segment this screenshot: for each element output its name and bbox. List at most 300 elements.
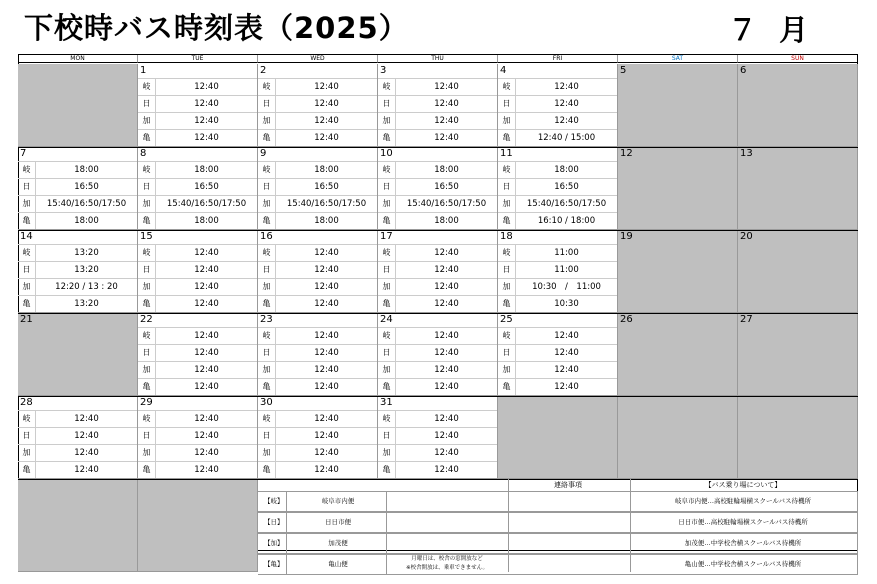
route-tag: 岐	[378, 79, 396, 95]
departure-time: 12:40	[314, 448, 339, 458]
departure-time: 16:50	[434, 182, 459, 192]
route-tag: 岐	[498, 328, 516, 344]
departure-time: 15:40/16:50/17:50	[406, 199, 487, 209]
route-row	[378, 178, 497, 195]
route-row	[138, 161, 257, 178]
day-cell	[738, 230, 858, 313]
route-tag: 日	[498, 262, 516, 278]
departure-time: 18:00	[314, 216, 339, 226]
departure-time: 10:30 / 11:00	[532, 282, 601, 292]
route-tag: 亀	[138, 213, 156, 229]
day-cell	[18, 313, 138, 396]
route-row	[258, 95, 377, 112]
route-tag: 加	[138, 113, 156, 129]
departure-time: 10:30	[554, 299, 579, 309]
footer-route-tag: 【日】	[264, 518, 284, 526]
day-cell	[258, 147, 378, 230]
departure-time: 12:20 / 13 : 20	[55, 282, 118, 292]
route-row	[258, 410, 377, 427]
route-row	[138, 444, 257, 461]
route-tag: 日	[258, 345, 276, 361]
route-tag: 岐	[138, 411, 156, 427]
departure-time: 12:40	[194, 116, 219, 126]
route-tag: 加	[498, 113, 516, 129]
departure-time: 12:40	[314, 414, 339, 424]
route-tag: 日	[498, 179, 516, 195]
departure-time: 16:50	[554, 182, 579, 192]
departure-time: 12:40	[194, 365, 219, 375]
departure-time: 12:40	[434, 133, 459, 143]
route-tag: 亀	[18, 213, 36, 229]
route-tag: 岐	[18, 411, 36, 427]
route-row	[138, 427, 257, 444]
route-row	[378, 327, 497, 344]
route-row	[18, 295, 137, 312]
departure-time: 12:40	[434, 265, 459, 275]
route-row	[258, 129, 377, 146]
route-tag: 亀	[498, 379, 516, 395]
route-row	[258, 278, 377, 295]
day-number: 25	[500, 314, 513, 325]
day-cell	[618, 64, 738, 147]
month-label: ７ 月	[728, 13, 815, 47]
departure-time: 16:10 / 18:00	[537, 216, 596, 226]
footer-route-tag: 【亀】	[264, 560, 284, 568]
day-cell	[18, 147, 138, 230]
route-row	[498, 344, 617, 361]
departure-time: 12:40	[434, 82, 459, 92]
departure-time: 18:00	[314, 165, 339, 175]
day-cell	[498, 64, 618, 147]
route-row	[498, 78, 617, 95]
route-tag: 加	[378, 113, 396, 129]
departure-time: 18:00	[434, 165, 459, 175]
route-row	[498, 112, 617, 129]
route-tag: 岐	[18, 162, 36, 178]
page-title: 下校時バス時刻表（2025）	[24, 11, 409, 45]
route-row	[378, 461, 497, 478]
departure-time: 12:40	[434, 248, 459, 258]
footer-note: ※校舎開放は、乗車できません。	[406, 565, 488, 571]
day-number: 18	[500, 231, 513, 242]
day-number: 1	[140, 65, 147, 76]
route-tag: 亀	[378, 379, 396, 395]
departure-time: 12:40	[554, 99, 579, 109]
route-tag: 日	[18, 262, 36, 278]
day-cell	[618, 147, 738, 230]
day-cell	[378, 396, 498, 479]
route-row	[138, 327, 257, 344]
timetable-grid	[18, 54, 858, 572]
route-row	[498, 129, 617, 146]
departure-time: 16:50	[194, 182, 219, 192]
route-tag: 亀	[378, 130, 396, 146]
departure-time: 12:40	[434, 382, 459, 392]
route-row	[498, 361, 617, 378]
route-tag: 亀	[378, 213, 396, 229]
departure-time: 12:40	[74, 414, 99, 424]
departure-time: 15:40/16:50/17:50	[526, 199, 607, 209]
route-row	[498, 161, 617, 178]
route-row	[498, 212, 617, 229]
route-tag: 加	[378, 279, 396, 295]
route-tag: 加	[18, 196, 36, 212]
day-number: 28	[20, 397, 33, 408]
route-tag: 加	[138, 362, 156, 378]
route-tag: 加	[258, 279, 276, 295]
route-row	[498, 327, 617, 344]
route-tag: 加	[18, 279, 36, 295]
route-row	[258, 327, 377, 344]
departure-time: 12:40	[314, 99, 339, 109]
day-number: 20	[740, 231, 753, 242]
departure-time: 12:40	[554, 348, 579, 358]
route-tag: 亀	[378, 296, 396, 312]
departure-time: 12:40	[194, 465, 219, 475]
route-row	[378, 444, 497, 461]
departure-time: 12:40	[194, 414, 219, 424]
departure-time: 13:20	[74, 299, 99, 309]
route-tag: 岐	[258, 411, 276, 427]
departure-time: 16:50	[314, 182, 339, 192]
route-tag: 加	[258, 445, 276, 461]
route-row	[498, 244, 617, 261]
route-tag: 亀	[498, 130, 516, 146]
week-divider	[18, 230, 858, 231]
route-tag: 亀	[138, 296, 156, 312]
week-divider	[18, 396, 858, 397]
route-row	[498, 278, 617, 295]
day-cell	[258, 230, 378, 313]
route-row	[138, 361, 257, 378]
route-row	[258, 161, 377, 178]
route-tag: 加	[138, 445, 156, 461]
departure-time: 12:40	[314, 331, 339, 341]
route-row	[378, 112, 497, 129]
day-cell	[378, 313, 498, 396]
route-tag: 亀	[258, 296, 276, 312]
day-cell	[738, 313, 858, 396]
day-number: 23	[260, 314, 273, 325]
day-number: 14	[20, 231, 33, 242]
departure-time: 12:40	[194, 431, 219, 441]
route-row	[138, 212, 257, 229]
departure-time: 12:40	[314, 382, 339, 392]
route-tag: 日	[138, 96, 156, 112]
day-number: 5	[620, 65, 627, 76]
route-tag: 加	[138, 196, 156, 212]
route-tag: 加	[378, 445, 396, 461]
departure-time: 12:40	[554, 365, 579, 375]
footer-note: 月曜日は、校舎の窓開放など	[411, 556, 483, 562]
day-cell	[618, 230, 738, 313]
departure-time: 12:40	[194, 133, 219, 143]
departure-time: 12:40	[434, 331, 459, 341]
route-row	[138, 78, 257, 95]
route-tag: 日	[18, 428, 36, 444]
route-row	[378, 244, 497, 261]
day-cell	[618, 313, 738, 396]
day-number: 17	[380, 231, 393, 242]
departure-time: 18:00	[194, 216, 219, 226]
departure-time: 12:40	[74, 431, 99, 441]
route-row	[138, 112, 257, 129]
route-row	[378, 344, 497, 361]
route-tag: 日	[378, 345, 396, 361]
footer-bus-stop: 日日市便…高校駐輪場横スクールバス待機所	[678, 518, 808, 526]
day-number: 30	[260, 397, 273, 408]
day-cell	[258, 64, 378, 147]
day-cell	[498, 147, 618, 230]
departure-time: 12:40	[194, 82, 219, 92]
route-tag: 亀	[258, 462, 276, 478]
route-tag: 亀	[18, 296, 36, 312]
day-number: 11	[500, 148, 513, 159]
day-cell	[618, 396, 738, 479]
route-row	[378, 410, 497, 427]
day-number: 9	[260, 148, 267, 159]
day-number: 2	[260, 65, 267, 76]
route-row	[498, 378, 617, 395]
route-row	[258, 378, 377, 395]
route-tag: 亀	[498, 296, 516, 312]
route-row	[138, 95, 257, 112]
departure-time: 12:40	[554, 82, 579, 92]
route-tag: 岐	[138, 245, 156, 261]
day-cell	[138, 313, 258, 396]
route-tag: 亀	[258, 379, 276, 395]
departure-time: 12:40	[434, 99, 459, 109]
route-row	[498, 178, 617, 195]
route-row	[378, 129, 497, 146]
route-row	[18, 178, 137, 195]
footer-blank	[138, 479, 258, 572]
departure-time: 12:40	[434, 465, 459, 475]
departure-time: 12:40	[194, 282, 219, 292]
route-row	[258, 195, 377, 212]
day-number: 29	[140, 397, 153, 408]
weekday-header-sun: SUN	[738, 54, 858, 63]
route-row	[138, 410, 257, 427]
route-tag: 亀	[258, 130, 276, 146]
route-row	[378, 212, 497, 229]
route-tag: 加	[18, 445, 36, 461]
bus-stop-header: 【バス乗り場について】	[704, 481, 782, 489]
route-row	[378, 78, 497, 95]
route-tag: 岐	[138, 328, 156, 344]
departure-time: 12:40	[194, 348, 219, 358]
day-number: 31	[380, 397, 393, 408]
route-row	[258, 261, 377, 278]
day-number: 19	[620, 231, 633, 242]
departure-time: 12:40	[194, 299, 219, 309]
day-cell	[138, 64, 258, 147]
route-tag: 日	[138, 262, 156, 278]
route-row	[18, 278, 137, 295]
route-tag: 日	[258, 428, 276, 444]
route-row	[18, 427, 137, 444]
day-cell	[378, 64, 498, 147]
route-row	[378, 261, 497, 278]
route-row	[18, 261, 137, 278]
departure-time: 12:40	[434, 414, 459, 424]
departure-time: 18:00	[434, 216, 459, 226]
route-tag: 日	[138, 345, 156, 361]
departure-time: 13:20	[74, 248, 99, 258]
departure-time: 18:00	[74, 165, 99, 175]
day-number: 16	[260, 231, 273, 242]
route-row	[258, 344, 377, 361]
departure-time: 12:40 / 15:00	[537, 133, 596, 143]
route-row	[378, 161, 497, 178]
departure-time: 12:40	[194, 265, 219, 275]
route-row	[258, 78, 377, 95]
route-row	[498, 95, 617, 112]
day-number: 4	[500, 65, 507, 76]
departure-time: 11:00	[554, 265, 579, 275]
route-tag: 亀	[258, 213, 276, 229]
route-tag: 岐	[258, 162, 276, 178]
day-number: 15	[140, 231, 153, 242]
departure-time: 12:40	[194, 382, 219, 392]
route-row	[138, 278, 257, 295]
departure-time: 15:40/16:50/17:50	[286, 199, 367, 209]
route-tag: 岐	[498, 162, 516, 178]
week-divider	[18, 147, 858, 148]
day-cell	[498, 396, 618, 479]
departure-time: 12:40	[434, 448, 459, 458]
day-cell	[378, 230, 498, 313]
departure-time: 12:40	[314, 82, 339, 92]
day-number: 26	[620, 314, 633, 325]
route-tag: 日	[258, 262, 276, 278]
route-row	[378, 95, 497, 112]
route-tag: 加	[258, 362, 276, 378]
departure-time: 12:40	[314, 299, 339, 309]
weekday-header-wed: WED	[258, 54, 378, 63]
route-row	[258, 112, 377, 129]
route-tag: 日	[18, 179, 36, 195]
route-tag: 日	[258, 96, 276, 112]
route-row	[18, 161, 137, 178]
departure-time: 18:00	[74, 216, 99, 226]
route-tag: 亀	[498, 213, 516, 229]
route-tag: 亀	[18, 462, 36, 478]
route-tag: 加	[378, 196, 396, 212]
departure-time: 15:40/16:50/17:50	[46, 199, 127, 209]
route-tag: 岐	[258, 328, 276, 344]
day-number: 10	[380, 148, 393, 159]
route-tag: 日	[378, 262, 396, 278]
route-tag: 岐	[18, 245, 36, 261]
day-cell	[738, 396, 858, 479]
weekday-header-tue: TUE	[138, 54, 258, 63]
route-row	[258, 427, 377, 444]
route-tag: 岐	[378, 411, 396, 427]
day-cell	[138, 230, 258, 313]
departure-time: 12:40	[314, 116, 339, 126]
day-cell	[738, 147, 858, 230]
footer-separator	[508, 479, 509, 572]
departure-time: 12:40	[314, 265, 339, 275]
route-tag: 岐	[138, 79, 156, 95]
route-tag: 加	[378, 362, 396, 378]
route-row	[378, 295, 497, 312]
weekday-header-mon: MON	[18, 54, 138, 63]
footer-route-name: 日日市便	[325, 518, 351, 526]
route-tag: 日	[378, 428, 396, 444]
route-row	[138, 244, 257, 261]
route-tag: 日	[378, 179, 396, 195]
route-row	[258, 212, 377, 229]
route-tag: 加	[498, 362, 516, 378]
route-row	[138, 129, 257, 146]
day-number: 22	[140, 314, 153, 325]
departure-time: 12:40	[434, 299, 459, 309]
route-row	[498, 195, 617, 212]
route-tag: 岐	[258, 79, 276, 95]
week-divider	[18, 313, 858, 314]
footer-route-name: 亀山便	[328, 560, 348, 568]
route-tag: 日	[258, 179, 276, 195]
route-tag: 岐	[258, 245, 276, 261]
departure-time: 18:00	[554, 165, 579, 175]
route-row	[498, 261, 617, 278]
day-cell	[138, 396, 258, 479]
route-row	[258, 295, 377, 312]
day-number: 8	[140, 148, 147, 159]
departure-time: 12:40	[434, 431, 459, 441]
day-cell	[258, 396, 378, 479]
day-cell	[18, 396, 138, 479]
footer-separator	[630, 479, 631, 572]
departure-time: 12:40	[74, 448, 99, 458]
route-row	[138, 344, 257, 361]
departure-time: 12:40	[194, 248, 219, 258]
route-row	[378, 278, 497, 295]
departure-time: 12:40	[434, 365, 459, 375]
departure-time: 12:40	[434, 282, 459, 292]
route-tag: 日	[498, 345, 516, 361]
route-tag: 日	[378, 96, 396, 112]
departure-time: 12:40	[194, 331, 219, 341]
footer-route-name: 加茂便	[328, 539, 348, 547]
route-row	[138, 295, 257, 312]
departure-time: 12:40	[314, 431, 339, 441]
departure-time: 12:40	[554, 382, 579, 392]
route-tag: 亀	[138, 462, 156, 478]
footer-route-tag: 【岐】	[264, 497, 284, 505]
weekday-header-fri: FRI	[498, 54, 618, 63]
departure-time: 12:40	[314, 282, 339, 292]
departure-time: 16:50	[74, 182, 99, 192]
departure-time: 13:20	[74, 265, 99, 275]
day-cell	[258, 313, 378, 396]
route-row	[18, 195, 137, 212]
departure-time: 11:00	[554, 248, 579, 258]
footer-bus-stop: 亀山便…中学校舎横スクールバス待機所	[684, 560, 802, 568]
route-tag: 日	[138, 428, 156, 444]
route-tag: 亀	[138, 379, 156, 395]
departure-time: 12:40	[74, 465, 99, 475]
route-row	[18, 461, 137, 478]
route-row	[18, 212, 137, 229]
day-cell	[738, 64, 858, 147]
route-tag: 日	[498, 96, 516, 112]
route-row	[378, 361, 497, 378]
route-tag: 岐	[378, 245, 396, 261]
day-number: 27	[740, 314, 753, 325]
